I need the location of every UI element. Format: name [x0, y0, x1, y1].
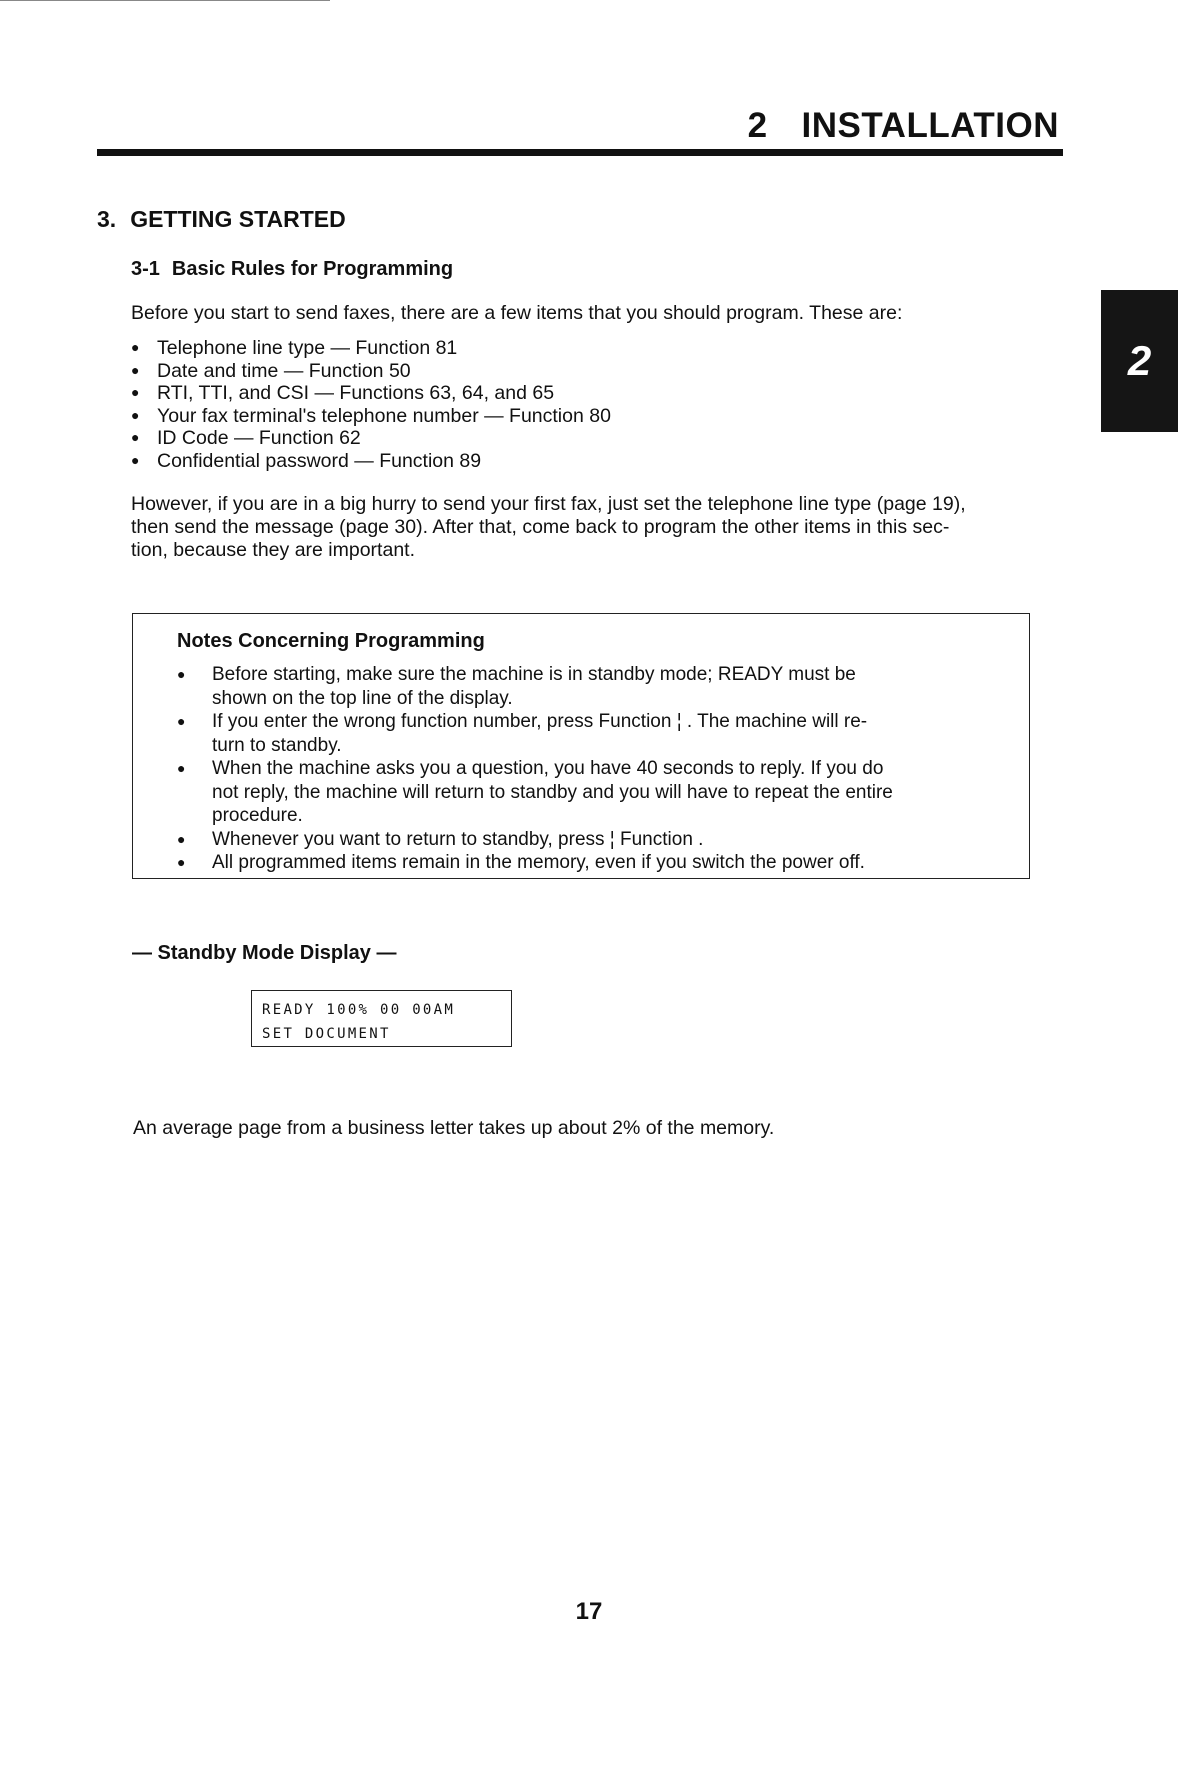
standby-display-title: — Standby Mode Display —	[132, 942, 397, 964]
section-number: 3.	[97, 206, 117, 232]
list-item: ● Whenever you want to return to standby, press ¦ Function .	[177, 828, 704, 850]
lcd-line-1: READY 100% 00 00AM	[262, 1002, 456, 1018]
list-item: ● RTI, TTI, and CSI — Functions 63, 64, and 65	[131, 382, 555, 405]
notes-title: Notes Concerning Programming	[177, 630, 485, 652]
bullet-icon: ●	[131, 361, 140, 378]
bullet-icon: ●	[177, 830, 186, 847]
bullet-icon: ●	[177, 666, 186, 682]
bullet-icon: ●	[131, 451, 140, 468]
notes-list	[177, 663, 1007, 875]
list-item: ● All programmed items remain in the memory, even if you switch the power off.	[177, 852, 865, 873]
list-item: ● When the machine asks you a question, you have 40 seconds to reply. If you do not reply, the machine will return to standby and you will have to repeat the entire procedure.	[177, 758, 893, 826]
section-title	[97, 206, 346, 233]
hurry-paragraph: However, if you are in a big hurry to send your first fax, just set the telephone line type (page 19), then send the message (page 30). After that, come back to program the other items in this sec- tion, because they are important.	[131, 493, 966, 561]
list-item: ● If you enter the wrong function number, press Function ¦ . The machine will re- turn to standby.	[177, 711, 868, 756]
bullet-icon: ●	[177, 854, 186, 870]
header-rule	[97, 149, 1063, 156]
bullet-icon: ●	[177, 713, 186, 729]
intro-text: Before you start to send faxes, there are a few items that you should program. These are:	[131, 302, 903, 324]
page-number: 17	[575, 1598, 603, 1625]
subsection-title	[131, 258, 453, 281]
program-items-list	[131, 336, 611, 472]
bullet-icon: ●	[177, 760, 186, 776]
list-item: ● Before starting, make sure the machine is in standby mode; READY must be shown on the top line of the display.	[177, 664, 856, 709]
subsection-title-text: Basic Rules for Programming	[171, 258, 454, 280]
subsection-number: 3-1	[131, 258, 160, 280]
chapter-tab-label: 2	[1127, 337, 1152, 384]
bullet-icon: ●	[131, 384, 140, 401]
chapter-title: INSTALLATION	[801, 106, 1059, 145]
section-title-text: GETTING STARTED	[130, 206, 346, 232]
bullet-icon: ●	[131, 339, 140, 355]
top-edge-rule	[0, 0, 330, 1]
memory-note: An average page from a business letter takes up about 2% of the memory.	[133, 1117, 775, 1139]
lcd-display	[251, 990, 512, 1047]
list-item: ● Telephone line type — Function 81	[131, 337, 458, 359]
list-item: ● Confidential password — Function 89	[131, 449, 482, 472]
chapter-header	[748, 106, 1059, 146]
lcd-line-2: SET DOCUMENT	[262, 1026, 391, 1042]
bullet-icon: ●	[131, 429, 140, 446]
notes-box	[132, 613, 1030, 879]
list-item: ● ID Code — Function 62	[131, 427, 361, 450]
list-item: ● Your fax terminal's telephone number — Function 80	[131, 404, 611, 427]
list-item: ● Date and time — Function 50	[131, 359, 411, 382]
chapter-tab	[1101, 290, 1178, 432]
bullet-icon: ●	[131, 406, 140, 423]
chapter-number: 2	[747, 106, 768, 145]
